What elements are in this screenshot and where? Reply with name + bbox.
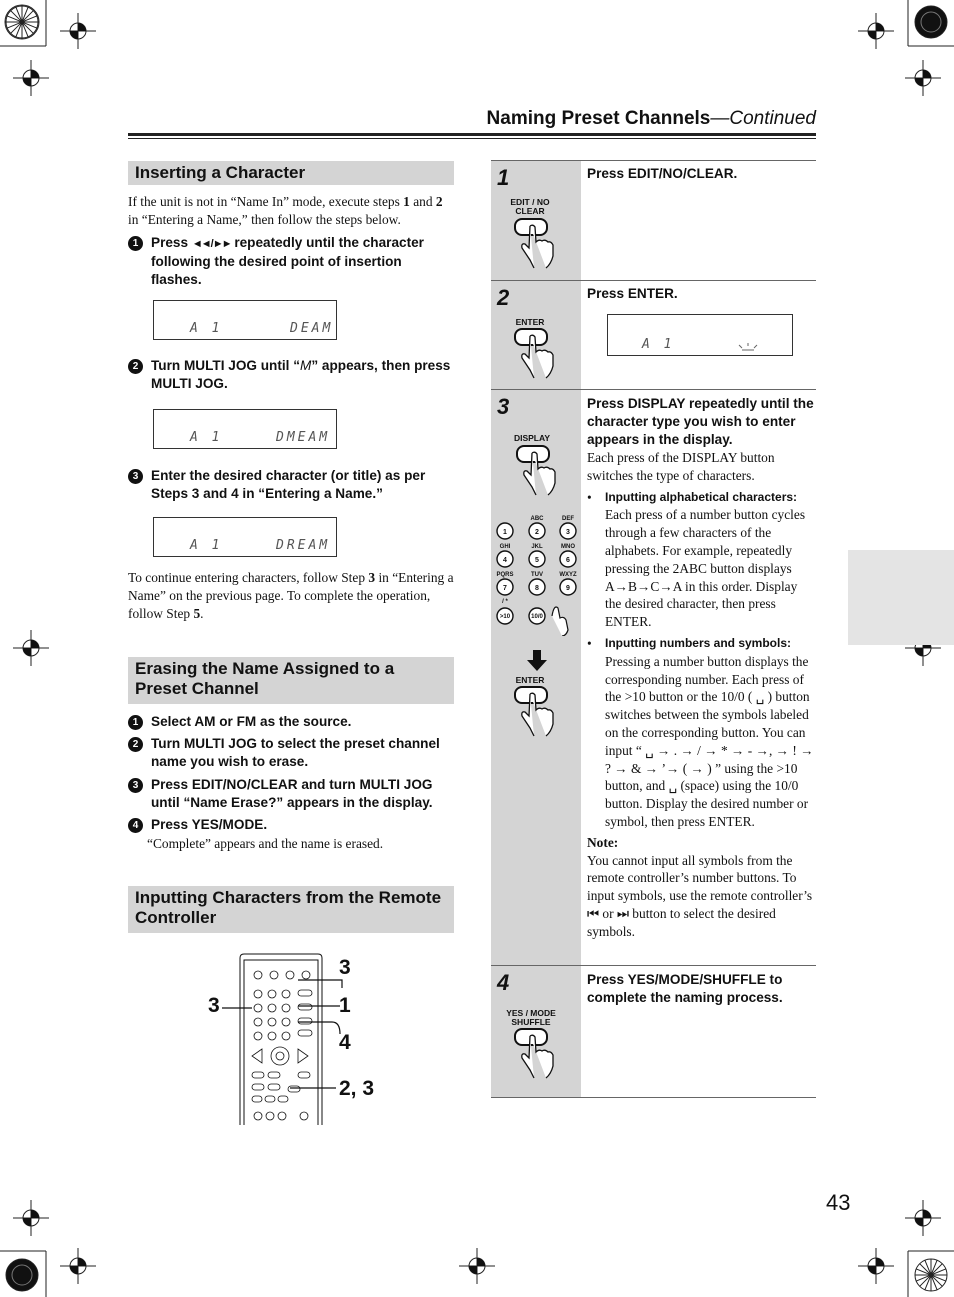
right-step-number-3: 3 bbox=[497, 394, 510, 419]
lcd-display-3: A 1 DREAM bbox=[153, 517, 337, 557]
right-step-number-2: 2 bbox=[497, 285, 510, 310]
callout-r1: 3 bbox=[339, 956, 351, 979]
right-step-number-1: 1 bbox=[497, 165, 510, 190]
step-number-1: 1 bbox=[128, 236, 143, 251]
edit-no-clear-label: EDIT / NO CLEAR bbox=[510, 197, 550, 216]
sec2-note: “Complete” appears and the name is erased. bbox=[147, 836, 384, 851]
key-label: DEF bbox=[562, 516, 574, 522]
sec1-step-1: 1 Press ◄◄ / ►► repeatedly until the character following the desired point of insertion flashes. bbox=[128, 234, 456, 289]
key-label: PQRS bbox=[496, 572, 514, 578]
header-continued: —Continued bbox=[710, 108, 816, 129]
header-title: Naming Preset Channels bbox=[486, 108, 711, 129]
step-number-3: 3 bbox=[128, 778, 143, 793]
sec1-intro: If the unit is not in “Name In” mode, execute steps 1 and 2 in “Entering a Name,” then follow the steps below. bbox=[128, 194, 443, 227]
callout-left: 3 bbox=[208, 994, 220, 1017]
arrow-down-icon bbox=[527, 650, 547, 672]
svg-text:>10: >10 bbox=[499, 614, 511, 620]
svg-text:4: 4 bbox=[503, 557, 507, 564]
svg-text:3: 3 bbox=[566, 529, 570, 536]
chapter-tab bbox=[848, 550, 954, 645]
svg-text:7: 7 bbox=[503, 585, 507, 592]
callout-r3: 4 bbox=[339, 1031, 351, 1054]
step-number-2: 2 bbox=[128, 359, 143, 374]
divider bbox=[491, 280, 816, 281]
lcd-display-2: A 1 DMEAM bbox=[153, 409, 337, 449]
bullet-numbers-head: • Inputting numbers and symbols: bbox=[605, 635, 792, 650]
bullet-numbers-body: Pressing a number button displays the corresponding number. Each press of the >10 button or the 10/0 ( ␣ ) button switches between the symbols labeled on the corresponding button. You can input “ ␣ → . → / → * → - →, → ! → ? → & → ’→ ( → ) ” using the >10 button, and ␣ (space) using the 10/0 button. Display the desired number or symbol, then press ENTER. bbox=[605, 653, 814, 829]
sec2-step-4: 4 Press YES/MODE. bbox=[128, 816, 456, 834]
sec2-step-2: 2 Turn MULTI JOG to select the preset channel name you wish to erase. bbox=[128, 735, 456, 771]
header-rule-thin bbox=[128, 138, 816, 139]
bullet-alpha bbox=[587, 489, 815, 631]
divider bbox=[491, 1097, 816, 1098]
step-number-1: 1 bbox=[128, 715, 143, 730]
callout-r2: 1 bbox=[339, 994, 351, 1017]
svg-text:9: 9 bbox=[566, 585, 570, 592]
pointing-hand-icon bbox=[520, 334, 560, 380]
right-step-number-4: 4 bbox=[497, 970, 510, 995]
section-title-erasing: Erasing the Name Assigned to a Preset Channel bbox=[128, 657, 454, 704]
svg-text:1: 1 bbox=[503, 529, 507, 536]
svg-text:5: 5 bbox=[535, 557, 539, 564]
key-label: WXYZ bbox=[559, 572, 577, 578]
right-step1-text: Press EDIT/NO/CLEAR. bbox=[587, 166, 738, 181]
lcd-display-enter: A 1 bbox=[607, 314, 793, 356]
divider bbox=[491, 389, 816, 390]
divider bbox=[491, 965, 816, 966]
pointing-hand-icon bbox=[522, 451, 562, 497]
page-header bbox=[128, 108, 816, 132]
sec2-step-1: 1 Select AM or FM as the source. bbox=[128, 713, 456, 731]
divider bbox=[491, 160, 816, 161]
step3-body: Each press of the DISPLAY button switches the type of characters. bbox=[587, 450, 775, 483]
yes-mode-shuffle-label: YES / MODE SHUFFLE bbox=[506, 1008, 556, 1027]
svg-text:6: 6 bbox=[566, 557, 570, 564]
key-label: ABC bbox=[530, 516, 544, 522]
right-step2-text: Press ENTER. bbox=[587, 286, 678, 301]
pointing-hand-icon bbox=[520, 224, 560, 270]
svg-text:8: 8 bbox=[535, 585, 539, 592]
sec2-step-3: 3 Press EDIT/NO/CLEAR and turn MULTI JOG until “Name Erase?” appears in the display. bbox=[128, 776, 456, 812]
keypad-buttons bbox=[494, 512, 582, 636]
section-title-remote: Inputting Characters from the Remote Controller bbox=[128, 886, 454, 933]
enter-label: ENTER bbox=[515, 317, 545, 327]
pointing-hand-icon bbox=[520, 692, 560, 738]
right-step4-text: Press YES/MODE/SHUFFLE to complete the naming process. bbox=[587, 972, 783, 1005]
sec1-step-2: 2 Turn MULTI JOG until “M” appears, then press MULTI JOG. bbox=[128, 357, 456, 393]
bullet-numbers bbox=[587, 635, 815, 831]
note-body: You cannot input all symbols from the remote controller’s number buttons. To input symbols, use the remote controller’s ⏮ or ⏭ button to select the desired symbols. bbox=[587, 852, 813, 939]
sec1-step-3: 3 Enter the desired character (or title) as per Steps 3 and 4 in “Entering a Name.” bbox=[128, 467, 456, 503]
section-title-inserting: Inserting a Character bbox=[128, 161, 454, 185]
page-number: 43 bbox=[826, 1190, 851, 1215]
note-heading: Note: bbox=[587, 834, 619, 850]
display-label: DISPLAY bbox=[513, 433, 551, 443]
bullet-alpha-head: • Inputting alphabetical characters: bbox=[605, 489, 798, 504]
svg-text:10/0: 10/0 bbox=[531, 614, 543, 620]
lcd-display-1: A 1 DEAM bbox=[153, 300, 337, 340]
svg-text:2: 2 bbox=[535, 529, 539, 536]
pointing-hand-icon bbox=[520, 1034, 560, 1080]
enter-label-2: ENTER bbox=[515, 675, 545, 685]
bullet-alpha-body: Each press of a number button cycles through a few characters of the alphabets. For example, repeatedly pressing the 2ABC button displays A→B→C→A in this order. Display the desired character, then press ENTER. bbox=[605, 507, 806, 630]
step-number-3: 3 bbox=[128, 469, 143, 484]
header-rule bbox=[128, 133, 816, 136]
step-number-4: 4 bbox=[128, 818, 143, 833]
right-step3-content bbox=[587, 395, 815, 941]
step3-heading: Press DISPLAY repeatedly until the character type you wish to enter appears in the display. bbox=[587, 396, 814, 447]
rewind-forward-icon: ◄◄ / ►► bbox=[191, 238, 231, 250]
insert-char-icon: M bbox=[300, 358, 312, 373]
step-number-2: 2 bbox=[128, 737, 143, 752]
callout-r4: 2, 3 bbox=[339, 1077, 375, 1100]
key-label: TUV bbox=[531, 572, 543, 578]
key-label: / * bbox=[502, 599, 508, 605]
sec1-outro: To continue entering characters, follow Step 3 in “Entering a Name” on the previous page. To complete the operation, follow Step 5. bbox=[128, 570, 454, 621]
cursor-flash-icon bbox=[736, 341, 760, 355]
key-label: MNO bbox=[561, 544, 575, 550]
key-label: GHI bbox=[499, 544, 511, 550]
key-label: JKL bbox=[531, 544, 543, 550]
